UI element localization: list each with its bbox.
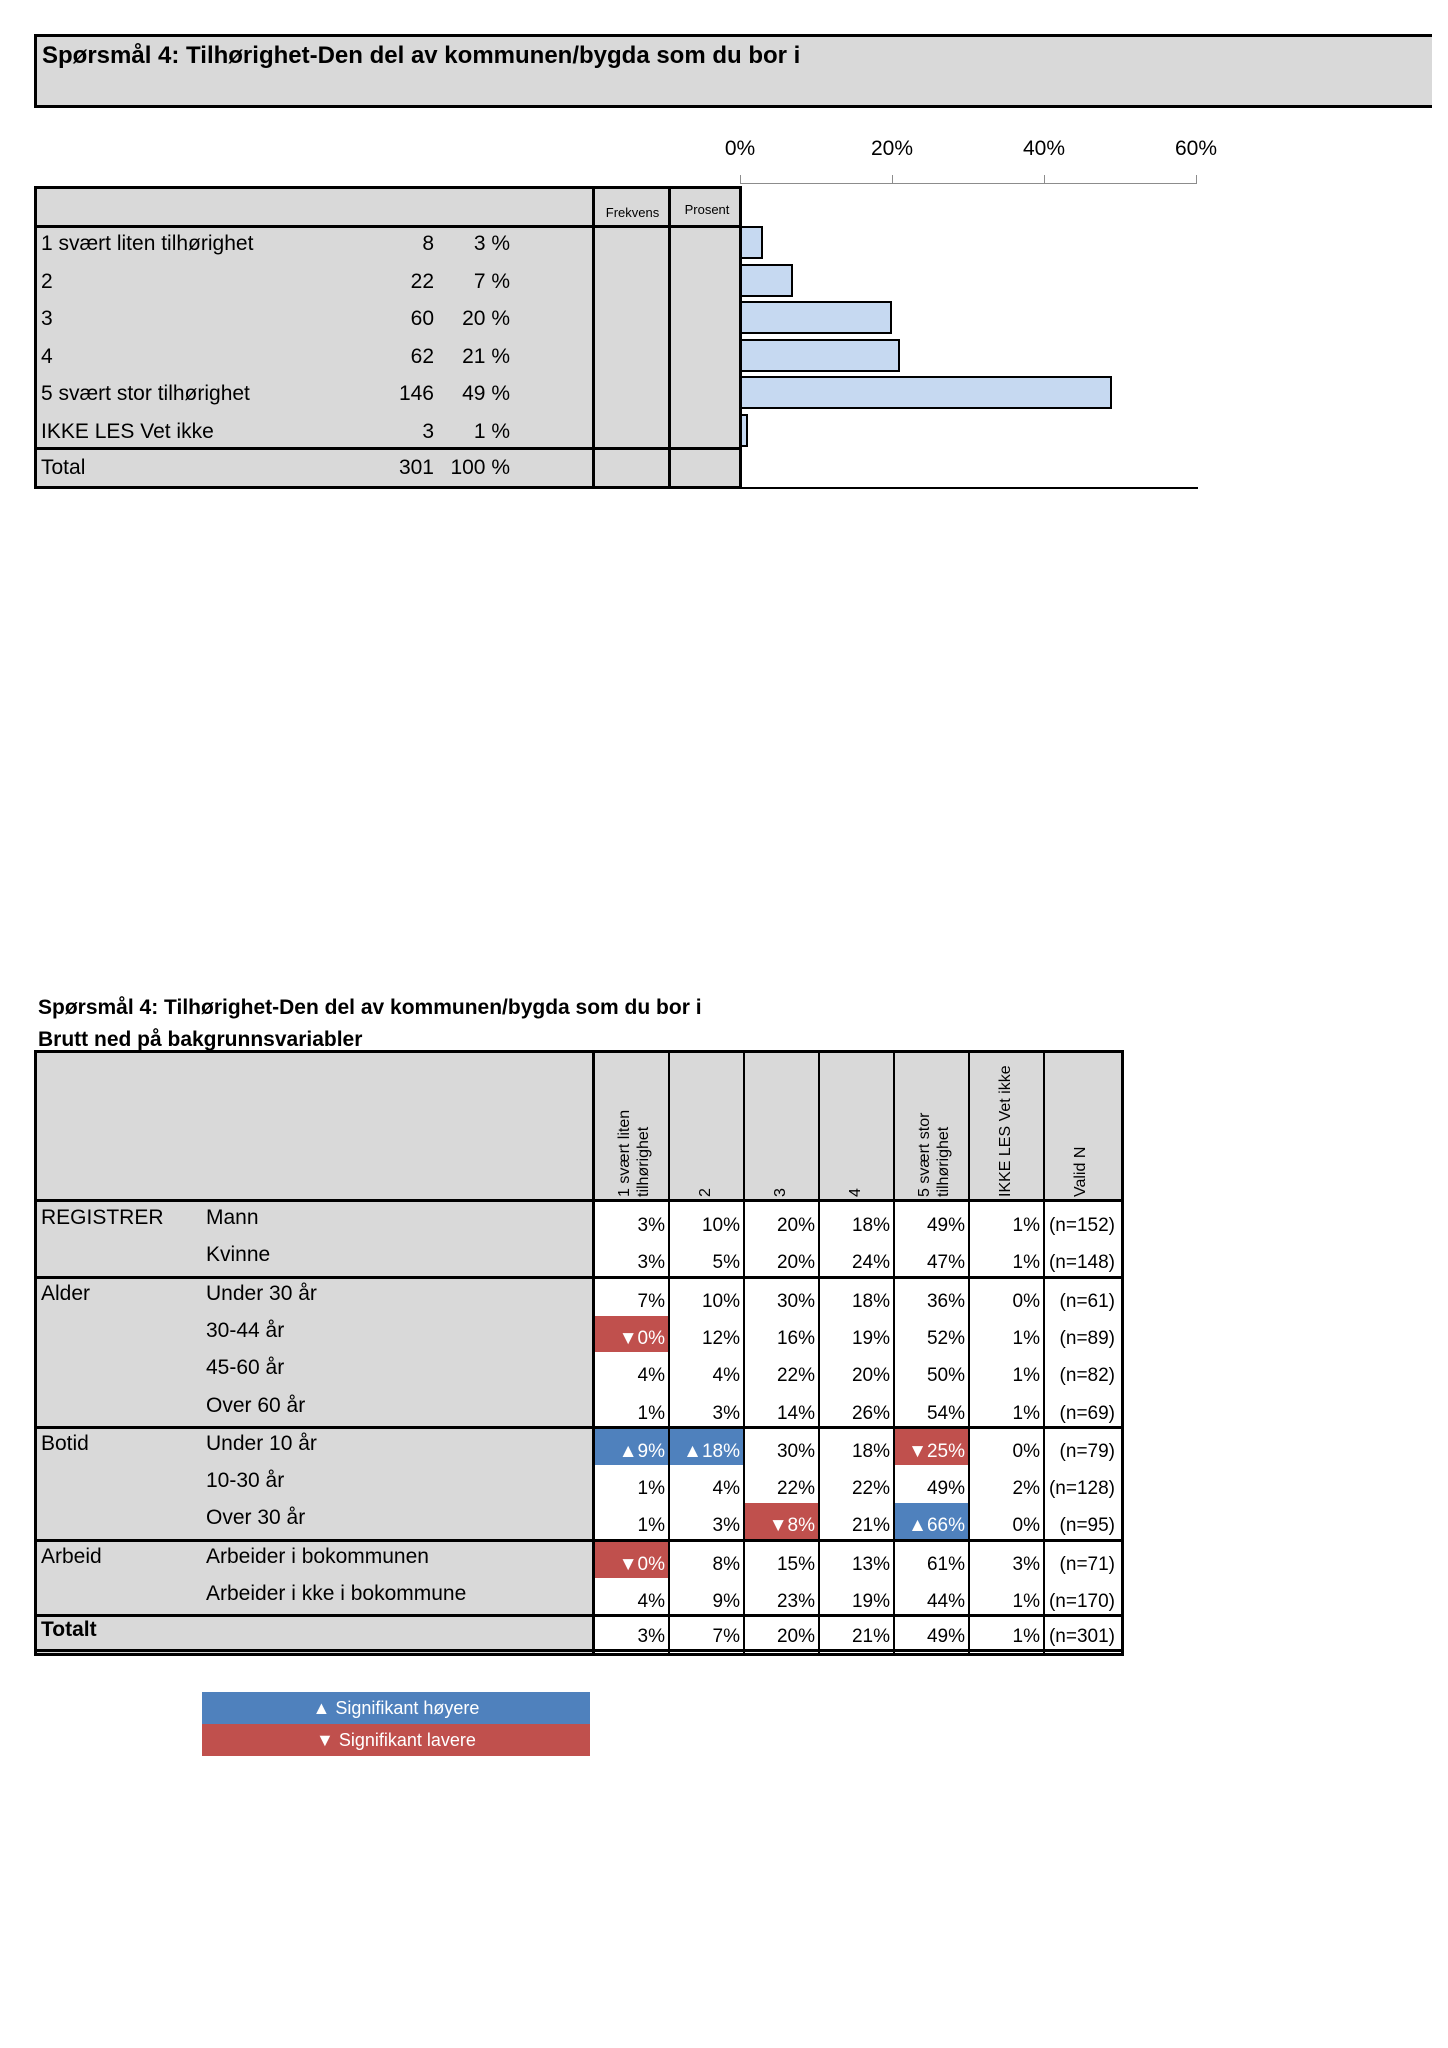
row-label: Kvinne [206, 1243, 271, 1267]
row-label: Over 30 år [206, 1506, 306, 1530]
chart-bottom-line [740, 487, 1198, 489]
crosstab-table [34, 1050, 1124, 1656]
value-cell: (n=69) [1059, 1402, 1115, 1424]
value-cell: (n=128) [1048, 1478, 1115, 1500]
row-freq: 22 [410, 269, 434, 293]
significant-cell: ▲66% [895, 1503, 968, 1539]
value-cell: 20% [776, 1252, 815, 1274]
value-cell: 50% [926, 1365, 965, 1387]
value-cell: 7% [637, 1290, 665, 1312]
value-cell: 19% [851, 1591, 890, 1612]
frequency-row [37, 375, 739, 412]
value-cell: (n=95) [1059, 1515, 1115, 1537]
total-cell: 3% [637, 1626, 665, 1648]
value-cell: (n=170) [1048, 1591, 1115, 1612]
value-cell: 1% [637, 1515, 665, 1537]
value-cell: 1% [1012, 1402, 1040, 1424]
value-cell: 9% [712, 1591, 740, 1612]
value-cell: (n=89) [1059, 1327, 1115, 1349]
frequency-row [37, 413, 739, 450]
frekvens-header: Frekvens [605, 205, 660, 220]
value-cell: 24% [851, 1252, 890, 1274]
value-cell: 1% [1012, 1215, 1040, 1236]
prosent-header: Prosent [684, 202, 730, 217]
value-cell: (n=71) [1059, 1553, 1115, 1575]
value-cell: 3% [637, 1252, 665, 1274]
value-cell: 4% [637, 1591, 665, 1612]
row-label: 4 [41, 344, 53, 368]
value-cell: 44% [926, 1591, 965, 1612]
crosstab-title [38, 992, 702, 1056]
bar-6 [740, 414, 748, 447]
total-cell: 1% [1012, 1626, 1040, 1648]
row-label: Under 10 år [206, 1431, 317, 1455]
significant-cell: ▼0% [595, 1316, 668, 1352]
value-cell: 0% [1012, 1290, 1040, 1312]
value-cell: 49% [926, 1478, 965, 1500]
total-label: Total [41, 456, 86, 479]
question-title: Spørsmål 4: Tilhørighet-Den del av kommunen/bygda som du bor i [42, 42, 801, 69]
value-cell: (n=152) [1048, 1215, 1115, 1236]
axis-tick [1196, 175, 1197, 184]
row-pct: 3 % [473, 232, 510, 255]
axis-tick-label: 20% [870, 137, 914, 160]
value-cell: 20% [851, 1365, 890, 1387]
value-cell: 22% [851, 1478, 890, 1500]
value-cell: 26% [851, 1402, 890, 1424]
row-label: Over 60 år [206, 1393, 306, 1417]
bar-4 [740, 339, 900, 372]
row-freq: 3 [422, 419, 434, 443]
row-label: Under 30 år [206, 1281, 317, 1305]
column-header: 3 [772, 1188, 789, 1197]
column-header: 2 [697, 1188, 714, 1197]
axis-tick-label: 60% [1174, 137, 1218, 160]
value-cell: 8% [712, 1553, 740, 1575]
value-cell: 4% [712, 1365, 740, 1387]
axis-tick-label: 40% [1022, 137, 1066, 160]
question-title-box [34, 34, 1432, 108]
bar-2 [740, 264, 793, 297]
value-cell: 0% [1012, 1440, 1040, 1462]
total-label: Totalt [41, 1618, 97, 1642]
frequency-table-header [37, 189, 739, 228]
value-cell: 2% [1012, 1478, 1040, 1500]
column-header: 4 [847, 1188, 864, 1197]
row-freq: 60 [410, 307, 434, 330]
total-freq: 301 [398, 456, 434, 479]
value-cell: (n=79) [1059, 1440, 1115, 1462]
row-label: 1 svært liten tilhørighet [41, 232, 254, 255]
value-cell: 15% [776, 1553, 815, 1575]
frequency-row [37, 300, 739, 337]
axis-tick-label: 0% [724, 137, 756, 160]
value-cell: 20% [776, 1215, 815, 1236]
group-label: Botid [41, 1431, 89, 1455]
frequency-table [34, 186, 742, 489]
significant-cell: ▲9% [595, 1429, 668, 1465]
column-header: 5 svært stor [916, 1112, 933, 1197]
value-cell: 52% [926, 1327, 965, 1349]
value-cell: 18% [851, 1440, 890, 1462]
value-cell: 3% [712, 1515, 740, 1537]
value-cell: 14% [776, 1402, 815, 1424]
value-cell: 47% [926, 1252, 965, 1274]
row-label: 10-30 år [206, 1469, 285, 1493]
row-label: Mann [206, 1206, 259, 1229]
value-cell: 49% [926, 1215, 965, 1236]
significant-cell: ▼25% [895, 1429, 968, 1465]
value-cell: 54% [926, 1402, 965, 1424]
value-cell: 16% [776, 1327, 815, 1349]
value-cell: 18% [851, 1290, 890, 1312]
column-header: Valid N [1072, 1146, 1089, 1197]
crosstab-title-line2: Brutt ned på bakgrunnsvariabler [38, 1028, 363, 1051]
value-cell: 30% [776, 1290, 815, 1312]
total-row [37, 450, 739, 487]
value-cell: 10% [701, 1290, 740, 1312]
value-cell: 10% [701, 1215, 740, 1236]
value-cell: 4% [712, 1478, 740, 1500]
row-freq: 8 [422, 232, 434, 255]
significant-cell: ▼8% [745, 1503, 818, 1539]
value-cell: 1% [637, 1478, 665, 1500]
value-cell: 1% [1012, 1365, 1040, 1387]
row-label: Arbeider i bokommunen [206, 1544, 429, 1568]
total-cell: 20% [776, 1626, 815, 1648]
row-label: IKKE LES Vet ikke [41, 419, 214, 443]
row-freq: 62 [410, 344, 434, 368]
column-header: IKKE LES Vet ikke [997, 1065, 1014, 1197]
total-cell: 21% [851, 1626, 890, 1648]
value-cell: (n=61) [1059, 1290, 1115, 1312]
bottom-divider [37, 1649, 1121, 1652]
row-pct: 7 % [473, 269, 510, 293]
bar-1 [740, 226, 763, 259]
value-cell: 36% [926, 1290, 965, 1312]
header-divider [37, 1199, 1121, 1202]
value-cell: 1% [1012, 1252, 1040, 1274]
total-cell: 7% [712, 1626, 740, 1648]
value-cell: (n=82) [1059, 1365, 1115, 1387]
frequency-row [37, 338, 739, 375]
bar-3 [740, 301, 892, 334]
row-label: 2 [41, 269, 53, 293]
value-cell: 13% [851, 1553, 890, 1575]
value-cell: 3% [637, 1215, 665, 1236]
bar-5 [740, 376, 1112, 409]
total-cell: 49% [926, 1626, 965, 1648]
value-cell: 0% [1012, 1515, 1040, 1537]
axis-line [740, 183, 1196, 184]
value-cell: 21% [851, 1515, 890, 1537]
row-pct: 21 % [462, 344, 510, 368]
group-label: Arbeid [41, 1544, 102, 1568]
crosstab-title-line1: Spørsmål 4: Tilhørighet-Den del av kommunen/bygda som du bor i [38, 996, 702, 1019]
frequency-row [37, 263, 739, 300]
significant-cell: ▲18% [670, 1429, 743, 1465]
frequency-row [37, 225, 739, 262]
row-label: Arbeider i kke i bokommune [206, 1582, 467, 1605]
value-cell: 30% [776, 1440, 815, 1462]
value-cell: 23% [776, 1591, 815, 1612]
value-cell: 3% [1012, 1553, 1040, 1575]
value-cell: 4% [637, 1365, 665, 1387]
column-header: 1 svært liten [616, 1109, 633, 1197]
row-label: 45-60 år [206, 1356, 285, 1380]
row-label: 5 svært stor tilhørighet [41, 382, 250, 405]
row-pct: 49 % [462, 382, 510, 405]
row-pct: 20 % [462, 307, 510, 330]
value-cell: 61% [926, 1553, 965, 1575]
group-label: REGISTRER [41, 1206, 164, 1229]
value-cell: 1% [637, 1402, 665, 1424]
total-pct: 100 % [450, 456, 510, 479]
column-header: tilhørighet [935, 1126, 952, 1197]
legend-significant-higher: ▲ Signifikant høyere [202, 1692, 590, 1724]
row-label: 30-44 år [206, 1318, 285, 1342]
group-label: Alder [41, 1281, 91, 1305]
value-cell: 3% [712, 1402, 740, 1424]
value-cell: 22% [776, 1478, 815, 1500]
row-label: 3 [41, 307, 53, 330]
value-cell: (n=148) [1048, 1252, 1115, 1274]
value-cell: 18% [851, 1215, 890, 1236]
legend-significant-lower: ▼ Signifikant lavere [202, 1724, 590, 1756]
value-cell: 22% [776, 1365, 815, 1387]
row-freq: 146 [398, 382, 434, 405]
row-pct: 1 % [473, 419, 510, 443]
value-cell: 1% [1012, 1591, 1040, 1612]
value-cell: 12% [701, 1327, 740, 1349]
significant-cell: ▼0% [595, 1542, 668, 1578]
value-cell: 19% [851, 1327, 890, 1349]
value-cell: 5% [712, 1252, 740, 1274]
column-header: tilhørighet [635, 1126, 652, 1197]
value-cell: 1% [1012, 1327, 1040, 1349]
total-cell: (n=301) [1048, 1626, 1115, 1648]
